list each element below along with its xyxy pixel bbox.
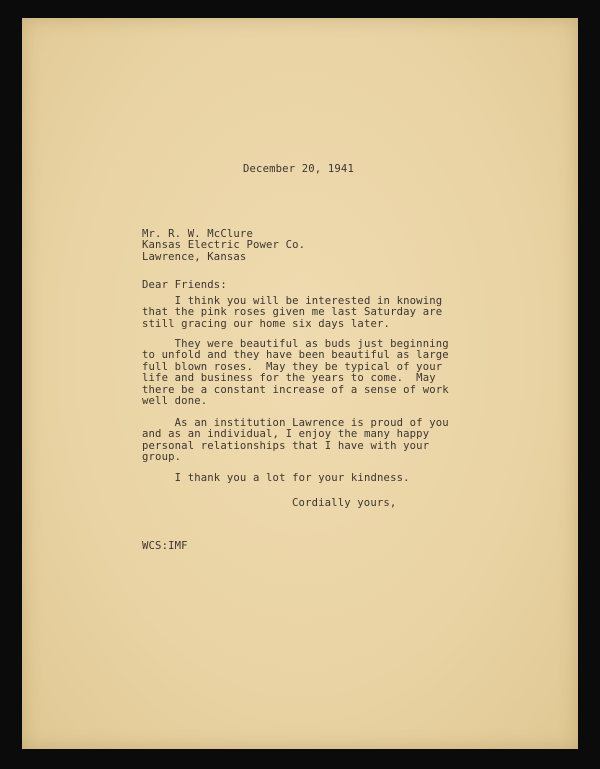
paragraph-line: life and business for the years to come. May <box>142 372 436 385</box>
paragraph-line: that the pink roses given me last Saturday are <box>142 306 443 319</box>
letter-date: December 20, 1941 <box>243 163 354 175</box>
complimentary-close: Cordially yours, <box>292 497 397 509</box>
body-paragraph <box>142 339 449 407</box>
body-paragraph <box>142 473 410 484</box>
paragraph-line: personal relationships that I have with your <box>142 439 430 452</box>
paragraph-line: and as an individual, I enjoy the many happy <box>142 428 430 441</box>
paragraph-line: I thank you a lot for your kindness. <box>142 472 410 484</box>
address-line: Mr. R. W. McClure <box>142 228 253 240</box>
address-line: Kansas Electric Power Co. <box>142 239 306 252</box>
paragraph-line: to unfold and they have been beautiful as large <box>142 349 449 362</box>
body-paragraph <box>142 296 442 330</box>
reference-initials: WCS:IMF <box>142 540 188 552</box>
paragraph-line: As an institution Lawrence is proud of you <box>142 417 449 429</box>
paragraph-line: group. <box>142 451 182 464</box>
body-paragraph <box>142 418 449 464</box>
paragraph-line: still gracing our home six days later. <box>142 317 391 330</box>
address-line: Lawrence, Kansas <box>142 250 247 263</box>
salutation: Dear Friends: <box>142 279 227 291</box>
paragraph-line: well done. <box>142 395 208 408</box>
paragraph-line: I think you will be interested in knowing <box>142 295 443 307</box>
paragraph-line: there be a constant increase of a sense of work <box>142 383 449 396</box>
recipient-address <box>142 229 305 263</box>
paragraph-line: full blown roses. May they be typical of your <box>142 360 443 373</box>
letter-page <box>22 18 578 749</box>
paragraph-line: They were beautiful as buds just beginning <box>142 338 449 350</box>
